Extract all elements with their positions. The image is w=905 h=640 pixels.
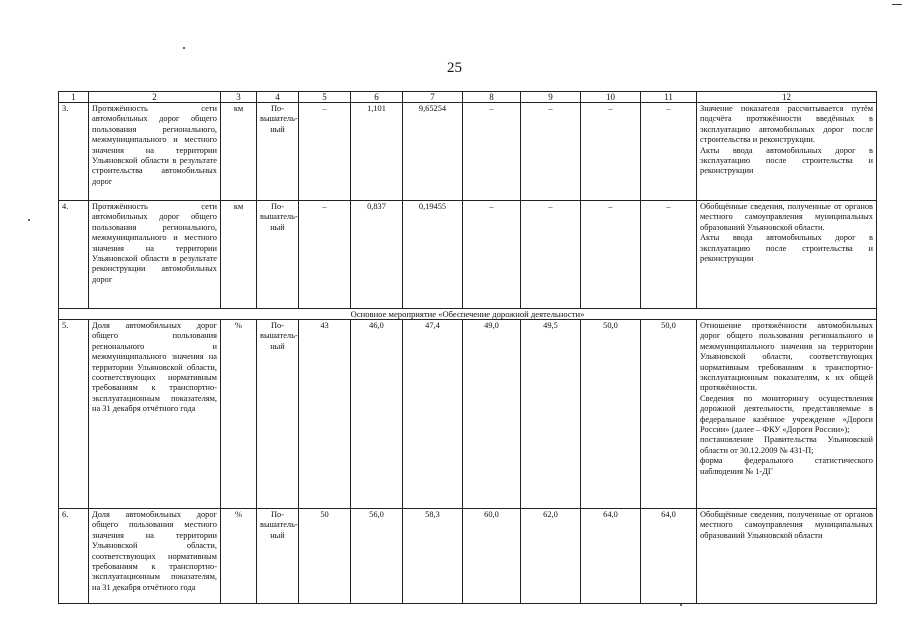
table-row [59,320,877,509]
value-cell: 46,0 [351,320,403,509]
scan-speck [680,604,682,606]
column-number-row [59,92,877,103]
source-paragraph: Сведения по мониторингу осуществления дорожной деятельности, представляемые в федеральное казённое учреждение «Дороги России» (далее – ФКУ «Дороги России»); [700,393,873,435]
value-cell: – [299,103,351,201]
column-header: 12 [697,92,877,103]
value-cell: – [581,103,641,201]
value-cell: 60,0 [463,509,521,604]
value-cell: 0,837 [351,201,403,309]
indicator-name: Доля автомобильных дорог общего пользования регионального и межмуниципального значения на территории Ульяновской области, соответствующих нормативным требованиям к транспортно-эксплуатационным показателям, на 31 декабря отчётного года [89,320,221,509]
source-cell [697,509,877,604]
source-paragraph: Обобщённые сведения, полученные от органов местного самоуправления муниципальных образований Ульяновской области [700,510,873,540]
page-number: 25 [447,60,462,76]
unit-cell: % [221,509,257,604]
source-paragraph: Акты ввода автомобильных дорог в эксплуатацию после строительства и реконструкции [700,233,873,264]
column-header: 1 [59,92,89,103]
indicator-name: Протяжённость сети автомобильных дорог общего пользования регионального, межмуниципального и местного значения на территории Ульяновской области в результате реконструкции автомобильных дорог [89,201,221,309]
section-title: Основное мероприятие «Обеспечение дорожной деятельности» [59,309,877,320]
section-row [59,309,877,320]
indicator-table [58,91,877,604]
unit-cell: км [221,201,257,309]
column-header: 3 [221,92,257,103]
value-cell: – [641,201,697,309]
source-paragraph: Акты ввода автомобильных дорог в эксплуатацию после строительства и реконструкции [700,145,873,176]
source-paragraph: форма федерального статистического наблюдения № 1-ДГ [700,456,873,476]
column-header: 8 [463,92,521,103]
value-cell: – [581,201,641,309]
value-cell: 50,0 [581,320,641,509]
value-cell: 64,0 [641,509,697,604]
column-header: 2 [89,92,221,103]
source-cell [697,320,877,509]
scan-speck [183,47,185,49]
row-number: 3. [59,103,89,201]
table-row [59,509,877,604]
unit-cell: км [221,103,257,201]
column-header: 5 [299,92,351,103]
source-paragraph: Отношение протяжённости автомобильных дорог общего пользования регионального и межмуниципального значения на территории Ульяновской области, соответствующих нормативным требованиям к транспортно-эксплуатационным показателям, к их общей протяжённости. [700,321,873,393]
value-cell: 49,0 [463,320,521,509]
value-cell: 62,0 [521,509,581,604]
column-header: 9 [521,92,581,103]
value-cell: – [299,201,351,309]
value-cell: 47,4 [403,320,463,509]
value-cell: 50,0 [641,320,697,509]
indicator-name: Доля автомобильных дорог общего пользования местного значения на территории Ульяновской области, соответствующих нормативным требованиям к транспортно-эксплуатационным показателям, на 31 декабря отчётного года [89,509,221,604]
value-cell: 50 [299,509,351,604]
value-cell: – [463,103,521,201]
value-cell: 56,0 [351,509,403,604]
value-cell: 49,5 [521,320,581,509]
value-cell: 9,65254 [403,103,463,201]
value-cell: 58,3 [403,509,463,604]
source-paragraph: Значение показателя рассчитывается путём подсчёта протяжённости введённых в эксплуатацию автомобильных дорог после строительства и реконструкции. [700,104,873,145]
scan-speck [892,4,902,5]
source-cell [697,201,877,309]
direction-cell: По-вышатель-ный [257,320,299,509]
row-number: 4. [59,201,89,309]
column-header: 7 [403,92,463,103]
value-cell: 64,0 [581,509,641,604]
direction-cell: По-вышатель-ный [257,509,299,604]
column-header: 11 [641,92,697,103]
direction-cell: По-вышатель-ный [257,201,299,309]
value-cell: 1,101 [351,103,403,201]
row-number: 6. [59,509,89,604]
source-paragraph: Обобщённые сведения, полученные от органов местного самоуправления муниципальных образований Ульяновской области. [700,202,873,232]
value-cell: 43 [299,320,351,509]
source-paragraph: постановление Правительства Ульяновской области от 30.12.2009 № 431-П; [700,435,873,455]
value-cell: 0,19455 [403,201,463,309]
row-number: 5. [59,320,89,509]
table-row [59,103,877,201]
unit-cell: % [221,320,257,509]
value-cell: – [641,103,697,201]
column-header: 10 [581,92,641,103]
direction-cell: По-вышатель-ный [257,103,299,201]
value-cell: – [521,103,581,201]
indicator-name: Протяжённость сети автомобильных дорог общего пользования регионального, межмуниципального и местного значения на территории Ульяновской области в результате строительства автомобильных дорог [89,103,221,201]
scan-speck [28,219,30,221]
column-header: 6 [351,92,403,103]
column-header: 4 [257,92,299,103]
value-cell: – [463,201,521,309]
table-row [59,201,877,309]
source-cell [697,103,877,201]
value-cell: – [521,201,581,309]
